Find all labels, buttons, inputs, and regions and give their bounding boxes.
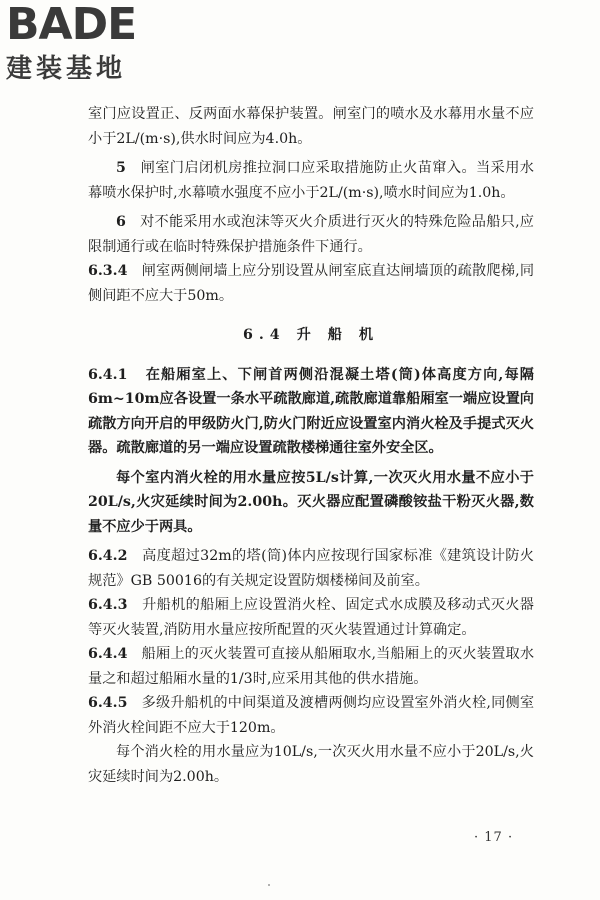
paragraph-text: 高度超过32m的塔(筒)体内应按现行国家标准《建筑设计防火规范》GB 50016的有关规定设置防烟楼梯间及前室。 (88, 548, 534, 589)
document-body (88, 102, 534, 789)
page-number: · 17 · (474, 830, 514, 845)
paragraph-text: 船厢上的灭火装置可直接从船厢取水,当船厢上的灭火装置取水量之和超过船厢水量的1/3时,应采用其他的供水措施。 (88, 646, 535, 687)
item-number: 6 (116, 214, 126, 230)
paragraph (88, 740, 534, 789)
logo-brand-text: BADE (6, 0, 137, 50)
list-item (88, 210, 534, 259)
paragraph-text: 对不能采用水或泡沫等灭火介质进行灭火的特殊危险品船只,应限制通行或在临时特殊保护措施条件下通行。 (88, 214, 534, 255)
paragraph-text: 每个室内消火栓的用水量应按5L/s计算,一次灭火用水量不应小于20L/s,火灾延续时间为2.00h。灭火器应配置磷酸铵盐干粉灭火器,数量不应少于两具。 (88, 469, 534, 535)
clause (88, 363, 534, 461)
logo-subtitle: 建装基地 (6, 54, 127, 84)
paragraph-text: 闸室两侧闸墙上应分别设置从闸室底直达闸墙顶的疏散爬梯,同侧间距不应大于50m。 (88, 263, 535, 304)
clause (88, 642, 534, 691)
clause (88, 544, 534, 593)
paragraph-text: 在船厢室上、下闸首两侧沿混凝土塔(筒)体高度方向,每隔6m~10m应各设置一条水平疏散廊道,疏散廊道靠船厢室一端应设置向疏散方向开启的甲级防火门,防火门附近应设置室内消火栓及手提式灭火器。疏散廊道的另一端应设置疏散楼梯通往室外安全区。 (88, 366, 534, 456)
clause-number: 6.3.4 (88, 263, 128, 279)
paragraph-text: 每个消火栓的用水量应为10L/s,一次灭火用水量不应小于20L/s,火灾延续时间为2.00h。 (88, 744, 534, 785)
paragraph-text: 闸室门启闭机房推拉洞口应采取措施防止火苗窜入。当采用水幕喷水保护时,水幕喷水强度不应小于2L/(m·s),喷水时间应为1.0h。 (88, 160, 534, 201)
clause (88, 691, 534, 740)
paragraph-text: 室门应设置正、反两面水幕保护装置。闸室门的喷水及水幕用水量不应小于2L/(m·s),供水时间应为4.0h。 (88, 106, 534, 147)
scan-speck (268, 884, 270, 886)
publisher-logo (6, 2, 136, 84)
paragraph-continuation (88, 102, 534, 151)
clause (88, 259, 534, 308)
clause-number: 6.4.4 (88, 646, 128, 662)
item-number: 5 (116, 160, 126, 176)
clause (88, 593, 534, 642)
clause-number: 6.4.1 (88, 366, 128, 383)
list-item (88, 156, 534, 205)
paragraph-text: 多级升船机的中间渠道及渡槽两侧均应设置室外消火栓,同侧室外消火栓间距不应大于120m。 (88, 695, 535, 736)
clause-number: 6.4.3 (88, 597, 128, 613)
section-heading: 6.4 升 船 机 (242, 327, 380, 343)
clause-number: 6.4.2 (88, 548, 128, 564)
clause-number: 6.4.5 (88, 695, 128, 711)
paragraph-text: 升船机的船厢上应设置消火栓、固定式水成膜及移动式灭火器等灭火装置,消防用水量应按所配置的灭火装置通过计算确定。 (88, 597, 534, 638)
paragraph (88, 466, 534, 540)
